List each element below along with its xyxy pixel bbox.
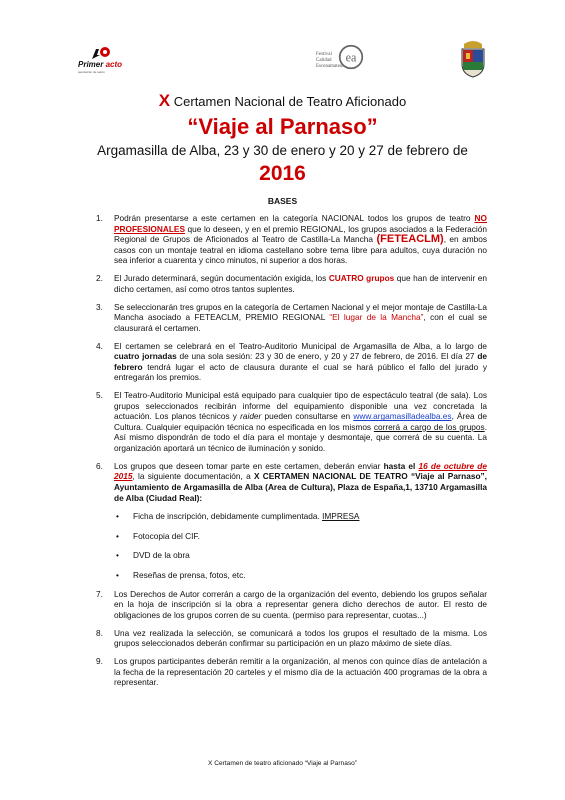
bold-text: de febrero xyxy=(114,351,487,372)
deadline-text: 16 de octubre de 2015 xyxy=(114,460,487,482)
item-number: 1. xyxy=(96,213,103,223)
bullet-icon: • xyxy=(116,550,119,561)
item-text: El Jurado determinará, según documentación exigida, los xyxy=(114,273,329,284)
bullet-text: Fotocopia del CIF. xyxy=(133,530,200,541)
item-text: tendrá lugar el acto de clausura durante el cual se hará público el fallo del jurado y entregarán los premios. xyxy=(114,361,487,383)
item-text: , la siguiente documentación, a xyxy=(132,471,254,482)
highlight-text: CUATRO grupos xyxy=(328,273,395,284)
list-item xyxy=(96,273,487,294)
bullet-icon: • xyxy=(116,569,119,580)
year: 2016 xyxy=(259,162,306,185)
bullet-item xyxy=(96,511,487,522)
item-text: pueden consultarse en xyxy=(261,411,354,422)
item-text: Una vez realizada la selección, se comunicará a todos los grupos el resultado de la misma. Los grupos seleccionados deberán confirmar su participación en un plazo máximo de siete días. xyxy=(114,627,487,649)
bullet-icon: • xyxy=(116,511,119,522)
logo-brand-text: Primer xyxy=(78,60,104,69)
item-text: El certamen se celebrará en el Teatro-Auditorio Municipal de Argamasilla de Alba, a lo largo de xyxy=(114,340,487,351)
italic-text: raider xyxy=(240,411,262,422)
festival-calidad-logo-icon xyxy=(316,44,376,78)
list-item xyxy=(96,302,487,334)
item-text: , Área de Cultura. Cualquier equipación técnica no especificada en los mismos xyxy=(114,411,487,432)
page-title: “Viaje al Parnaso” xyxy=(187,114,378,139)
highlight-text: NO PROFESIONALES xyxy=(114,213,487,234)
item-text: , con el cual se clausurará el certamen. xyxy=(114,312,487,333)
item-text: Los grupos que deseen tomar parte en este certamen, deberán enviar xyxy=(114,460,384,471)
item-text: El Teatro-Auditorio Municipal está equipado para cualquier tipo de espectáculo teatral (de sala). Los grupos seleccionados recibirán informe del equipamiento disponible una vez concretada la actuación. Los planos técnicos y xyxy=(114,390,487,422)
item-number: 2. xyxy=(96,273,103,284)
bullet-text: DVD de la obra xyxy=(133,550,190,561)
item-text: Se seleccionarán tres grupos en la categoría de Certamen Nacional y el mejor montaje de Castilla-La Mancha asociado a FETEACLM, PREMIO REGIONAL xyxy=(114,301,487,323)
bullet-icon: • xyxy=(116,530,119,541)
bold-text: hasta el xyxy=(383,460,419,471)
edition-numeral: X xyxy=(158,91,171,110)
bullet-item xyxy=(96,531,487,542)
underlined-text: correrá a cargo de los grupos xyxy=(373,421,485,432)
page-footer: X Certamen de teatro aficionado “Viaje al Parnaso” xyxy=(207,760,358,767)
primer-acto-logo-icon xyxy=(78,46,128,78)
coat-of-arms-icon xyxy=(458,38,488,78)
bullet-item xyxy=(96,550,487,561)
logo-text-line: Calidad xyxy=(316,58,332,63)
bold-text: cuatro jornadas xyxy=(114,351,177,362)
logo-text-line: Festival xyxy=(316,52,332,57)
item-text: Los grupos participantes deberán remitir a la organización, al menos con quince días de antelación a la fecha de la representación 20 carteles y el mismo día de la actuación 400 programas de la obra a representar. xyxy=(114,655,487,688)
list-item xyxy=(96,213,487,266)
item-number: 7. xyxy=(96,588,103,599)
list-item xyxy=(96,341,487,383)
list-item xyxy=(96,656,487,688)
item-number: 5. xyxy=(96,390,103,401)
website-link[interactable]: www.argamasilladealba.es xyxy=(353,411,452,422)
bullet-text: Ficha de inscripción, debidamente cumplimentada. xyxy=(133,511,323,522)
item-text: que lo deseen, y en el premio REGIONAL, los grupos asociados a la Federación Regional de Grupos de Aficionados al Teatro de Castilla-La Mancha xyxy=(114,223,487,245)
list-item xyxy=(96,589,487,621)
item-text: que han de intervenir en dicho certamen, así como otros tantos suplentes. xyxy=(114,273,487,294)
rules-list xyxy=(96,213,487,695)
logo-text-line: Escenamateur xyxy=(316,64,345,69)
address-text: X CERTAMEN NACIONAL DE TEATRO “Viaje al Parnaso”, Ayuntamiento de Argamasilla de Alba (Area de Cultura), Plaza de España,1, 13710 Argamasilla de Alba (Ciudad Real): xyxy=(114,471,487,503)
section-heading: BASES xyxy=(267,196,298,206)
highlight-text: “El lugar de la Mancha” xyxy=(329,312,424,323)
item-number: 9. xyxy=(96,655,103,666)
bullet-text: Reseñas de prensa, fotos, etc. xyxy=(133,569,246,580)
logo-tagline: asociación de teatro xyxy=(78,70,105,74)
svg-text:ea: ea xyxy=(345,50,357,65)
dates-line: Argamasilla de Alba, 23 y 30 de enero y 20 y 27 de febrero de xyxy=(97,143,468,158)
certamen-line xyxy=(0,91,565,111)
logo-brand-text-accent: acto xyxy=(105,60,123,69)
certamen-text: Certamen Nacional de Teatro Aficionado xyxy=(173,94,407,109)
item-text: Podrán presentarse a este certamen en la categoría NACIONAL todos los grupos de teatro xyxy=(114,213,475,223)
item-number: 8. xyxy=(96,627,103,638)
item-number: 4. xyxy=(96,340,103,351)
underlined-text: IMPRESA xyxy=(322,511,360,522)
item-text: Los Derechos de Autor correrán a cargo de la organización del evento, debiendo los grupos señalar en la hoja de inscripción si la obra a representar genera dicho derechos de autor. El resto de obligaciones de los grupos corren de su cuenta. (permiso para representar, cuotas...) xyxy=(114,588,487,620)
bullet-item xyxy=(96,570,487,581)
list-item xyxy=(96,628,487,649)
list-item xyxy=(96,461,487,503)
list-item xyxy=(96,390,487,454)
item-text: de una sola sesión: 23 y 30 de enero, y 20 y 27 de febrero, de 2016. El día 27 xyxy=(176,351,478,362)
item-number: 6. xyxy=(96,460,103,471)
item-number: 3. xyxy=(96,301,103,312)
item-text: , en ambos casos con un montaje teatral en idioma castellano sobre tema libre para adultos, cuya duración no sea inferior a cuarenta y cinco minutos, ni superior a dos horas. xyxy=(114,234,487,266)
highlight-text: (FETEACLM) xyxy=(376,233,444,246)
item-text: . Así mismo dispondrán de todo el día para el montaje y desmontaje, que correrá de su cuenta. La organización aportará un técnico de iluminación y sonido. xyxy=(114,421,487,454)
